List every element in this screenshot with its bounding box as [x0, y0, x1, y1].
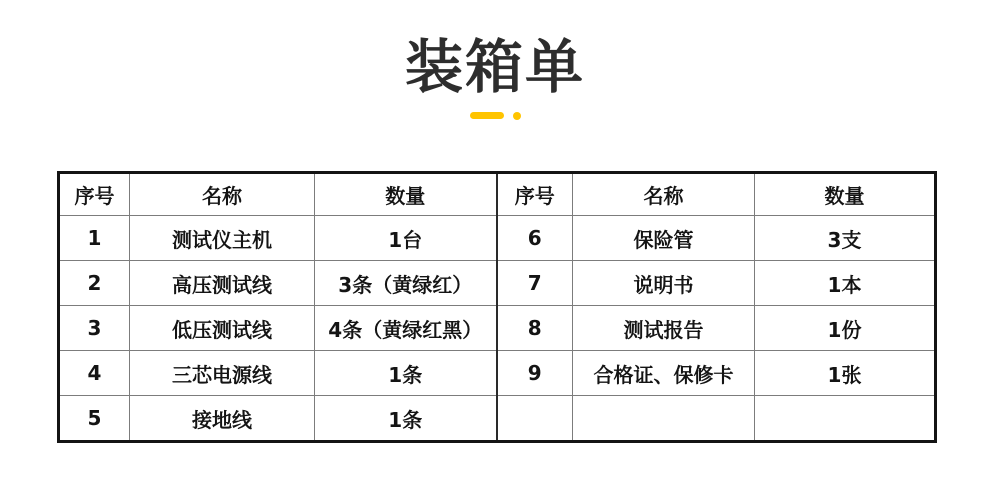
cell-seq: 6: [497, 216, 573, 261]
cell-qty: [755, 396, 936, 442]
cell-seq: 3: [59, 306, 130, 351]
underline-dot-icon: [513, 112, 521, 120]
table-row: [59, 216, 936, 261]
cell-name: 高压测试线: [130, 261, 315, 306]
cell-seq: 1: [59, 216, 130, 261]
underline-dash-icon: [470, 112, 504, 119]
cell-seq: 9: [497, 351, 573, 396]
column-header-qty-left: 数量: [315, 173, 497, 216]
cell-name: 三芯电源线: [130, 351, 315, 396]
cell-seq: 4: [59, 351, 130, 396]
cell-name: 接地线: [130, 396, 315, 442]
column-header-qty-right: 数量: [755, 173, 936, 216]
table-row: [59, 396, 936, 442]
header-row: [59, 173, 936, 216]
cell-qty: 1台: [315, 216, 497, 261]
title-block: [0, 34, 990, 120]
table-row: [59, 351, 936, 396]
page-title: 装箱单: [404, 33, 585, 101]
cell-qty: 3支: [755, 216, 936, 261]
column-header-name-left: 名称: [130, 173, 315, 216]
cell-qty: 1份: [755, 306, 936, 351]
cell-qty: 3条（黄绿红）: [315, 261, 497, 306]
cell-name: 说明书: [573, 261, 755, 306]
column-header-seq-right: 序号: [497, 173, 573, 216]
cell-name: 保险管: [573, 216, 755, 261]
cell-qty: 1条: [315, 351, 497, 396]
title-underline: [0, 112, 990, 120]
cell-qty: 1条: [315, 396, 497, 442]
cell-qty: 1张: [755, 351, 936, 396]
cell-qty: 1本: [755, 261, 936, 306]
cell-seq: 5: [59, 396, 130, 442]
column-header-name-right: 名称: [573, 173, 755, 216]
cell-seq: 2: [59, 261, 130, 306]
cell-name: 合格证、保修卡: [573, 351, 755, 396]
cell-name: 低压测试线: [130, 306, 315, 351]
cell-name: [573, 396, 755, 442]
cell-seq: 8: [497, 306, 573, 351]
cell-name: 测试报告: [573, 306, 755, 351]
table-row: [59, 306, 936, 351]
cell-seq: [497, 396, 573, 442]
cell-seq: 7: [497, 261, 573, 306]
column-header-seq-left: 序号: [59, 173, 130, 216]
cell-qty: 4条（黄绿红黑）: [315, 306, 497, 351]
packing-table-wrapper: [57, 171, 937, 443]
cell-name: 测试仪主机: [130, 216, 315, 261]
table-row: [59, 261, 936, 306]
packing-table: [57, 171, 937, 443]
